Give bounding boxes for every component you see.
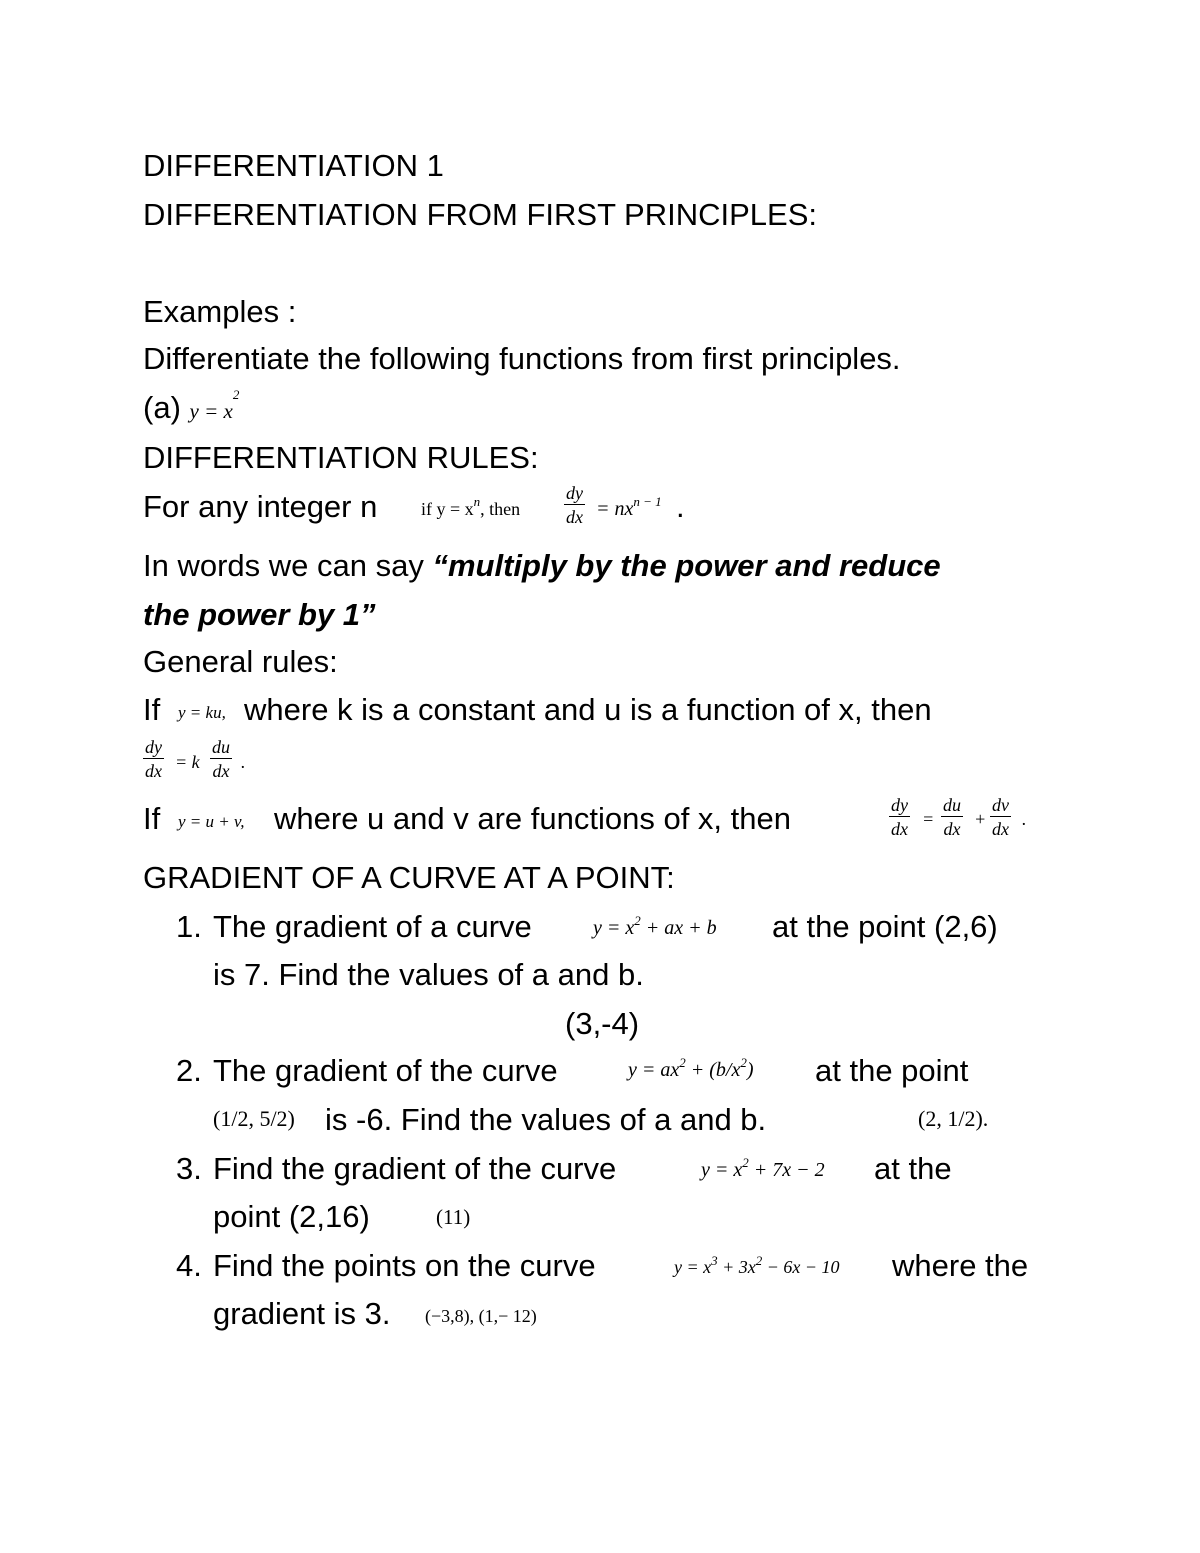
question-4-text: Find the points on the curve (213, 1248, 596, 1283)
rule-sum-fraction-1: $\frac{dy}{dx}$ (891, 795, 908, 839)
example-a (143, 387, 240, 425)
heading-rules: DIFFERENTIATION RULES: (143, 440, 539, 475)
question-4-line-2: gradient is 3. (213, 1296, 391, 1331)
question-4-math: $y = x^3 + 3x^2 - 6x - 10$ (674, 1253, 840, 1277)
example-a-math: $y = x^2$ (189, 387, 240, 423)
heading-first-principles: DIFFERENTIATION FROM FIRST PRINCIPLES: (143, 197, 818, 232)
question-3-number: 3. (176, 1151, 202, 1186)
rule-sum-if: If (143, 801, 161, 836)
question-1-line-2: is 7. Find the values of a and b. (213, 957, 644, 992)
rule-ku-math: y = ku, (178, 703, 226, 722)
question-1-post: at the point (2,6) (772, 909, 998, 944)
question-1-number: 1. (176, 909, 202, 944)
question-2-line-2: is -6. Find the values of a and b. (325, 1102, 767, 1137)
question-4-answer: (−3,8), (1,− 12) (425, 1306, 537, 1326)
rule-sum-end: . (1022, 809, 1027, 829)
question-2-post: at the point (815, 1053, 969, 1088)
power-rule-math: if $y = x^n$, then (421, 494, 521, 519)
rule-ku-text: where k is a constant and u is a function of x, then (244, 692, 932, 727)
question-4-post: where the (892, 1248, 1029, 1283)
rule-sum-plus: + (974, 809, 987, 829)
power-rule-end: . (676, 489, 685, 524)
rule-ku-eq: = k (175, 752, 200, 772)
question-2-point: (1/2, 5/2) (213, 1106, 295, 1131)
question-2-text: The gradient of the curve (213, 1053, 558, 1088)
power-rule-rhs: = $nx^{n - 1}$ (596, 494, 662, 520)
question-3-text: Find the gradient of the curve (213, 1151, 617, 1186)
question-3-post: at the (874, 1151, 952, 1186)
example-a-label: (a) (143, 390, 181, 425)
power-rule-fraction: $\frac{dy}{dx}$ (566, 483, 583, 527)
rule-ku-end: . (241, 752, 246, 772)
rule-sum-eq: = (922, 809, 935, 829)
question-1-math: $y = x^2$ + ax + b (593, 913, 717, 939)
examples-label: Examples : (143, 294, 297, 329)
rule-ku-if: If (143, 692, 161, 727)
instruction-text: Differentiate the following functions from first principles. (143, 341, 901, 376)
rule-sum-math: y = u + v, (178, 812, 245, 831)
question-3-line-2: point (2,16) (213, 1199, 370, 1234)
rule-ku-fraction-1: $\frac{dy}{dx}$ (145, 737, 162, 781)
question-1-text: The gradient of a curve (213, 909, 532, 944)
words-line-2: the power by 1” (143, 597, 376, 632)
question-3-math: $y = x^2 + 7x - 2$ (701, 1155, 825, 1181)
power-rule-text: For any integer n (143, 489, 378, 524)
words-line-1: In words we can say “multiply by the power and reduce (143, 548, 941, 583)
rule-sum-fraction-2: $\frac{du}{dx}$ (943, 795, 961, 839)
rule-ku-fraction-2: $\frac{du}{dx}$ (212, 737, 230, 781)
question-1-answer: (3,-4) (565, 1006, 640, 1041)
question-2-math: $y = ax^2 + (b/x^2)$ (628, 1055, 754, 1081)
question-4-number: 4. (176, 1248, 202, 1283)
question-2-number: 2. (176, 1053, 202, 1088)
rule-sum-fraction-3: $\frac{dv}{dx}$ (992, 795, 1009, 839)
rule-sum-text: where u and v are functions of x, then (274, 801, 791, 836)
general-rules-label: General rules: (143, 644, 338, 679)
page-title: DIFFERENTIATION 1 (143, 148, 444, 183)
question-3-answer: (11) (436, 1205, 471, 1229)
question-2-answer: (2, 1/2). (918, 1106, 989, 1131)
heading-gradient: GRADIENT OF A CURVE AT A POINT: (143, 860, 675, 895)
